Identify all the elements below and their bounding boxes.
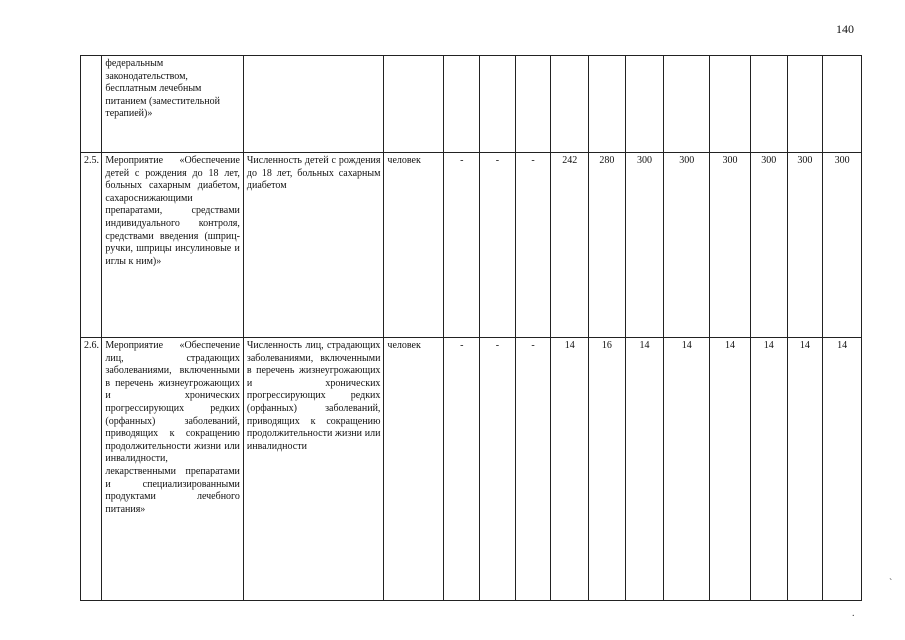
value-cell: 14 [664, 338, 710, 601]
value-cell: 300 [664, 153, 710, 338]
value-cell: 242 [551, 153, 589, 338]
value-cell: 14 [551, 338, 589, 601]
value-cell [823, 56, 862, 153]
value-cell: 14 [625, 338, 664, 601]
measure-description: Мероприятие «Обеспечение детей с рождения до 18 лет, больных сахарным диабетом, сахароснижающими препаратами, средствами индивидуального контроля, средствами введения (шприц-ручки, шприцы инсулиновые и иглы к ним)» [102, 153, 244, 338]
value-cell: - [444, 338, 480, 601]
scan-speck: ` [889, 578, 893, 589]
value-cell [444, 56, 480, 153]
table-row [81, 56, 862, 153]
unit-of-measure: человек [384, 153, 444, 338]
value-cell: 14 [787, 338, 823, 601]
value-cell [750, 56, 787, 153]
value-cell [710, 56, 751, 153]
value-cell: 300 [823, 153, 862, 338]
row-number: 2.6. [81, 338, 102, 601]
value-cell: 300 [625, 153, 664, 338]
value-cell [787, 56, 823, 153]
value-cell: 300 [787, 153, 823, 338]
scan-speck: . [852, 608, 855, 619]
value-cell: - [480, 153, 516, 338]
value-cell: - [480, 338, 516, 601]
indicator-name: Численность лиц, страдающих заболеваниями, включенными в перечень жизнеугрожающих и хронических прогрессирующих редких (орфанных) заболеваний, приводящих к сокращению продолжительности жизни или инвалидности [243, 338, 384, 601]
value-cell: 280 [589, 153, 626, 338]
row-number: 2.5. [81, 153, 102, 338]
value-cell: 14 [750, 338, 787, 601]
value-cell [515, 56, 551, 153]
value-cell: 300 [750, 153, 787, 338]
value-cell: 300 [710, 153, 751, 338]
table-row [81, 153, 862, 338]
value-cell [625, 56, 664, 153]
unit-of-measure: человек [384, 338, 444, 601]
row-number [81, 56, 102, 153]
value-cell: 16 [589, 338, 626, 601]
measure-description: федеральным законодательством, бесплатным лечебным питанием (заместительной терапией)» [102, 56, 244, 153]
value-cell [664, 56, 710, 153]
value-cell [480, 56, 516, 153]
table-row [81, 338, 862, 601]
value-cell: 14 [710, 338, 751, 601]
value-cell: - [515, 153, 551, 338]
page-number: 140 [836, 22, 854, 36]
unit-of-measure [384, 56, 444, 153]
value-cell: - [444, 153, 480, 338]
indicator-name: Численность детей с рождения до 18 лет, больных сахарным диабетом [243, 153, 384, 338]
value-cell [589, 56, 626, 153]
indicator-name [243, 56, 384, 153]
program-indicators-table [80, 55, 862, 601]
value-cell [551, 56, 589, 153]
measure-description: Мероприятие «Обеспечение лиц, страдающих заболеваниями, включенными в перечень жизнеугрожающих и хронических прогрессирующих редких (орфанных) заболеваний, приводящих к сокращению продолжительности жизни или инвалидности, лекарственными препаратами и специализированными продуктами лечебного питания» [102, 338, 244, 601]
value-cell: - [515, 338, 551, 601]
value-cell: 14 [823, 338, 862, 601]
